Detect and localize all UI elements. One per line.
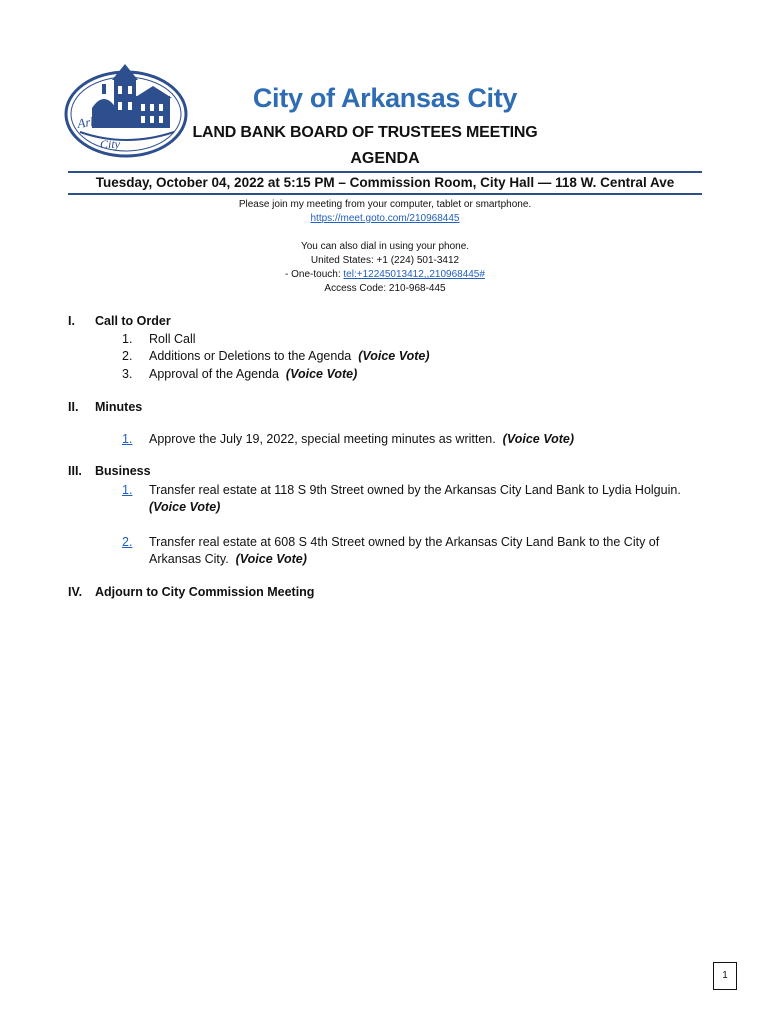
agenda-item-transfer-9th xyxy=(149,482,709,516)
section-title-adjourn: Adjourn to City Commission Meeting xyxy=(95,585,315,599)
item-text: Approval of the Agenda xyxy=(149,367,279,381)
access-code-line: Access Code: 210-968-445 xyxy=(324,283,446,294)
voice-vote-label: (Voice Vote) xyxy=(358,349,430,363)
page-number: 1 xyxy=(713,962,737,990)
section-number: II. xyxy=(68,400,79,414)
meeting-link[interactable]: https://meet.goto.com/210968445 xyxy=(310,213,460,224)
voice-vote-label: (Voice Vote) xyxy=(285,367,358,381)
header-rule-bottom xyxy=(68,193,702,195)
one-touch-row xyxy=(0,269,770,280)
item-number: 1. xyxy=(122,332,133,346)
one-touch-label: - One-touch: xyxy=(285,269,344,280)
header-rule-top xyxy=(68,171,702,173)
meeting-link-row xyxy=(0,213,770,224)
section-number: I. xyxy=(68,314,75,328)
agenda-item-additions xyxy=(149,348,430,365)
section-title-business: Business xyxy=(95,464,151,478)
agenda-title: AGENDA xyxy=(350,150,420,167)
item-text: Additions or Deletions to the Agenda xyxy=(149,349,352,363)
logo-text-city: City xyxy=(100,137,120,151)
one-touch-link[interactable]: tel:+12245013412,,210968445# xyxy=(343,269,485,280)
voice-vote-label: (Voice Vote) xyxy=(149,500,221,514)
item-number-link[interactable]: 1. xyxy=(122,483,133,497)
logo-text-arkansas: Arkansas xyxy=(76,109,127,131)
item-number: 3. xyxy=(122,367,133,381)
item-number: 2. xyxy=(122,349,133,363)
voice-vote-label: (Voice Vote) xyxy=(502,432,574,446)
agenda-item-roll-call xyxy=(149,331,196,348)
section-title-call-to-order: Call to Order xyxy=(95,314,171,328)
agenda-item-minutes xyxy=(149,431,574,448)
agenda-item-transfer-4th: Transfer real estate at 608 S 4th Street owned by the Arkansas City Land Bank to the City of Arkansas City. (Voice Vote) xyxy=(149,535,660,566)
section-number: IV. xyxy=(68,585,83,599)
item-number-link[interactable]: 1. xyxy=(122,432,133,446)
join-info-line: Please join my meeting from your computer, tablet or smartphone. xyxy=(238,199,532,210)
city-title: City of Arkansas City xyxy=(252,83,518,113)
section-number: III. xyxy=(68,464,82,478)
item-text: Approve the July 19, 2022, special meeting minutes as written. xyxy=(149,432,496,446)
item-text: Transfer real estate at 118 S 9th Street owned by the Arkansas City Land Bank to Lydia Holguin. xyxy=(149,483,681,497)
item-number-link[interactable]: 2. xyxy=(122,535,133,549)
dial-in-line: You can also dial in using your phone. xyxy=(300,241,470,252)
phone-number-line: United States: +1 (224) 501-3412 xyxy=(310,255,460,266)
item-text: Transfer real estate at 608 S 4th Street owned by the Arkansas City Land Bank to the City of Arkansas City xyxy=(149,535,660,566)
agenda-item-approval xyxy=(149,366,357,383)
section-title-minutes: Minutes xyxy=(95,400,143,414)
meeting-title: LAND BANK BOARD OF TRUSTEES MEETING xyxy=(192,124,538,141)
item-text: Roll Call xyxy=(149,332,196,346)
voice-vote-label: (Voice Vote) xyxy=(235,552,307,566)
meeting-date-line: Tuesday, October 04, 2022 at 5:15 PM – Commission Room, City Hall — 118 W. Central Ave xyxy=(95,175,675,190)
